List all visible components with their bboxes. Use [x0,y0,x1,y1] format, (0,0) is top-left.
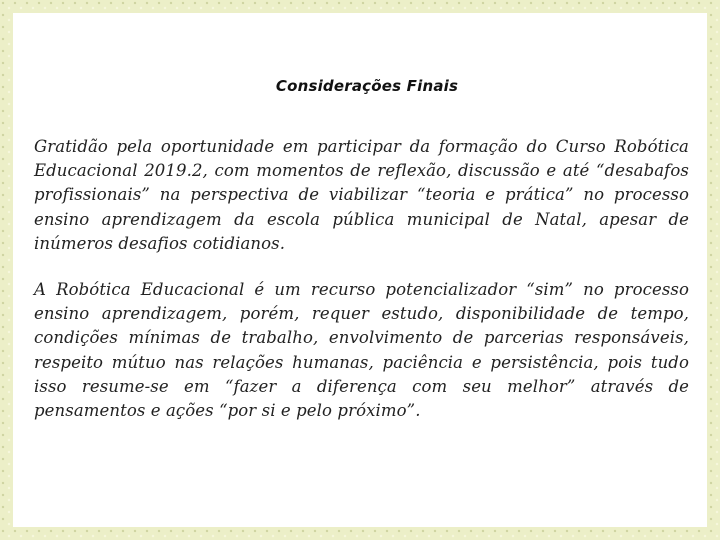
paragraph-gratitude: Gratidão pela oportunidade em participar da formação do Curso Robótica Educacional 2019.2, com momentos de reflexão, discussão e até “desabafos profissionais” na perspectiva de viabilizar “teoria e prática” no processo ensino aprendizagem da escola pública municipal de Natal, apesar de inúmeros desafios cotidianos. [34,137,689,253]
slide-title: Considerações Finais [275,77,459,95]
paragraph-robotics: A Robótica Educacional é um recurso potencializador “sim” no processo ensino aprendizagem, porém, requer estudo, disponibilidade de tempo, condições mínimas de trabalho, envolvimento de parcerias responsáveis, respeito mútuo nas relações humanas, paciência e persistência, pois tudo isso resume-se em “fazer a diferença com seu melhor” através de pensamentos e ações “por si e pelo próximo”. [34,280,689,421]
slide [13,13,707,527]
